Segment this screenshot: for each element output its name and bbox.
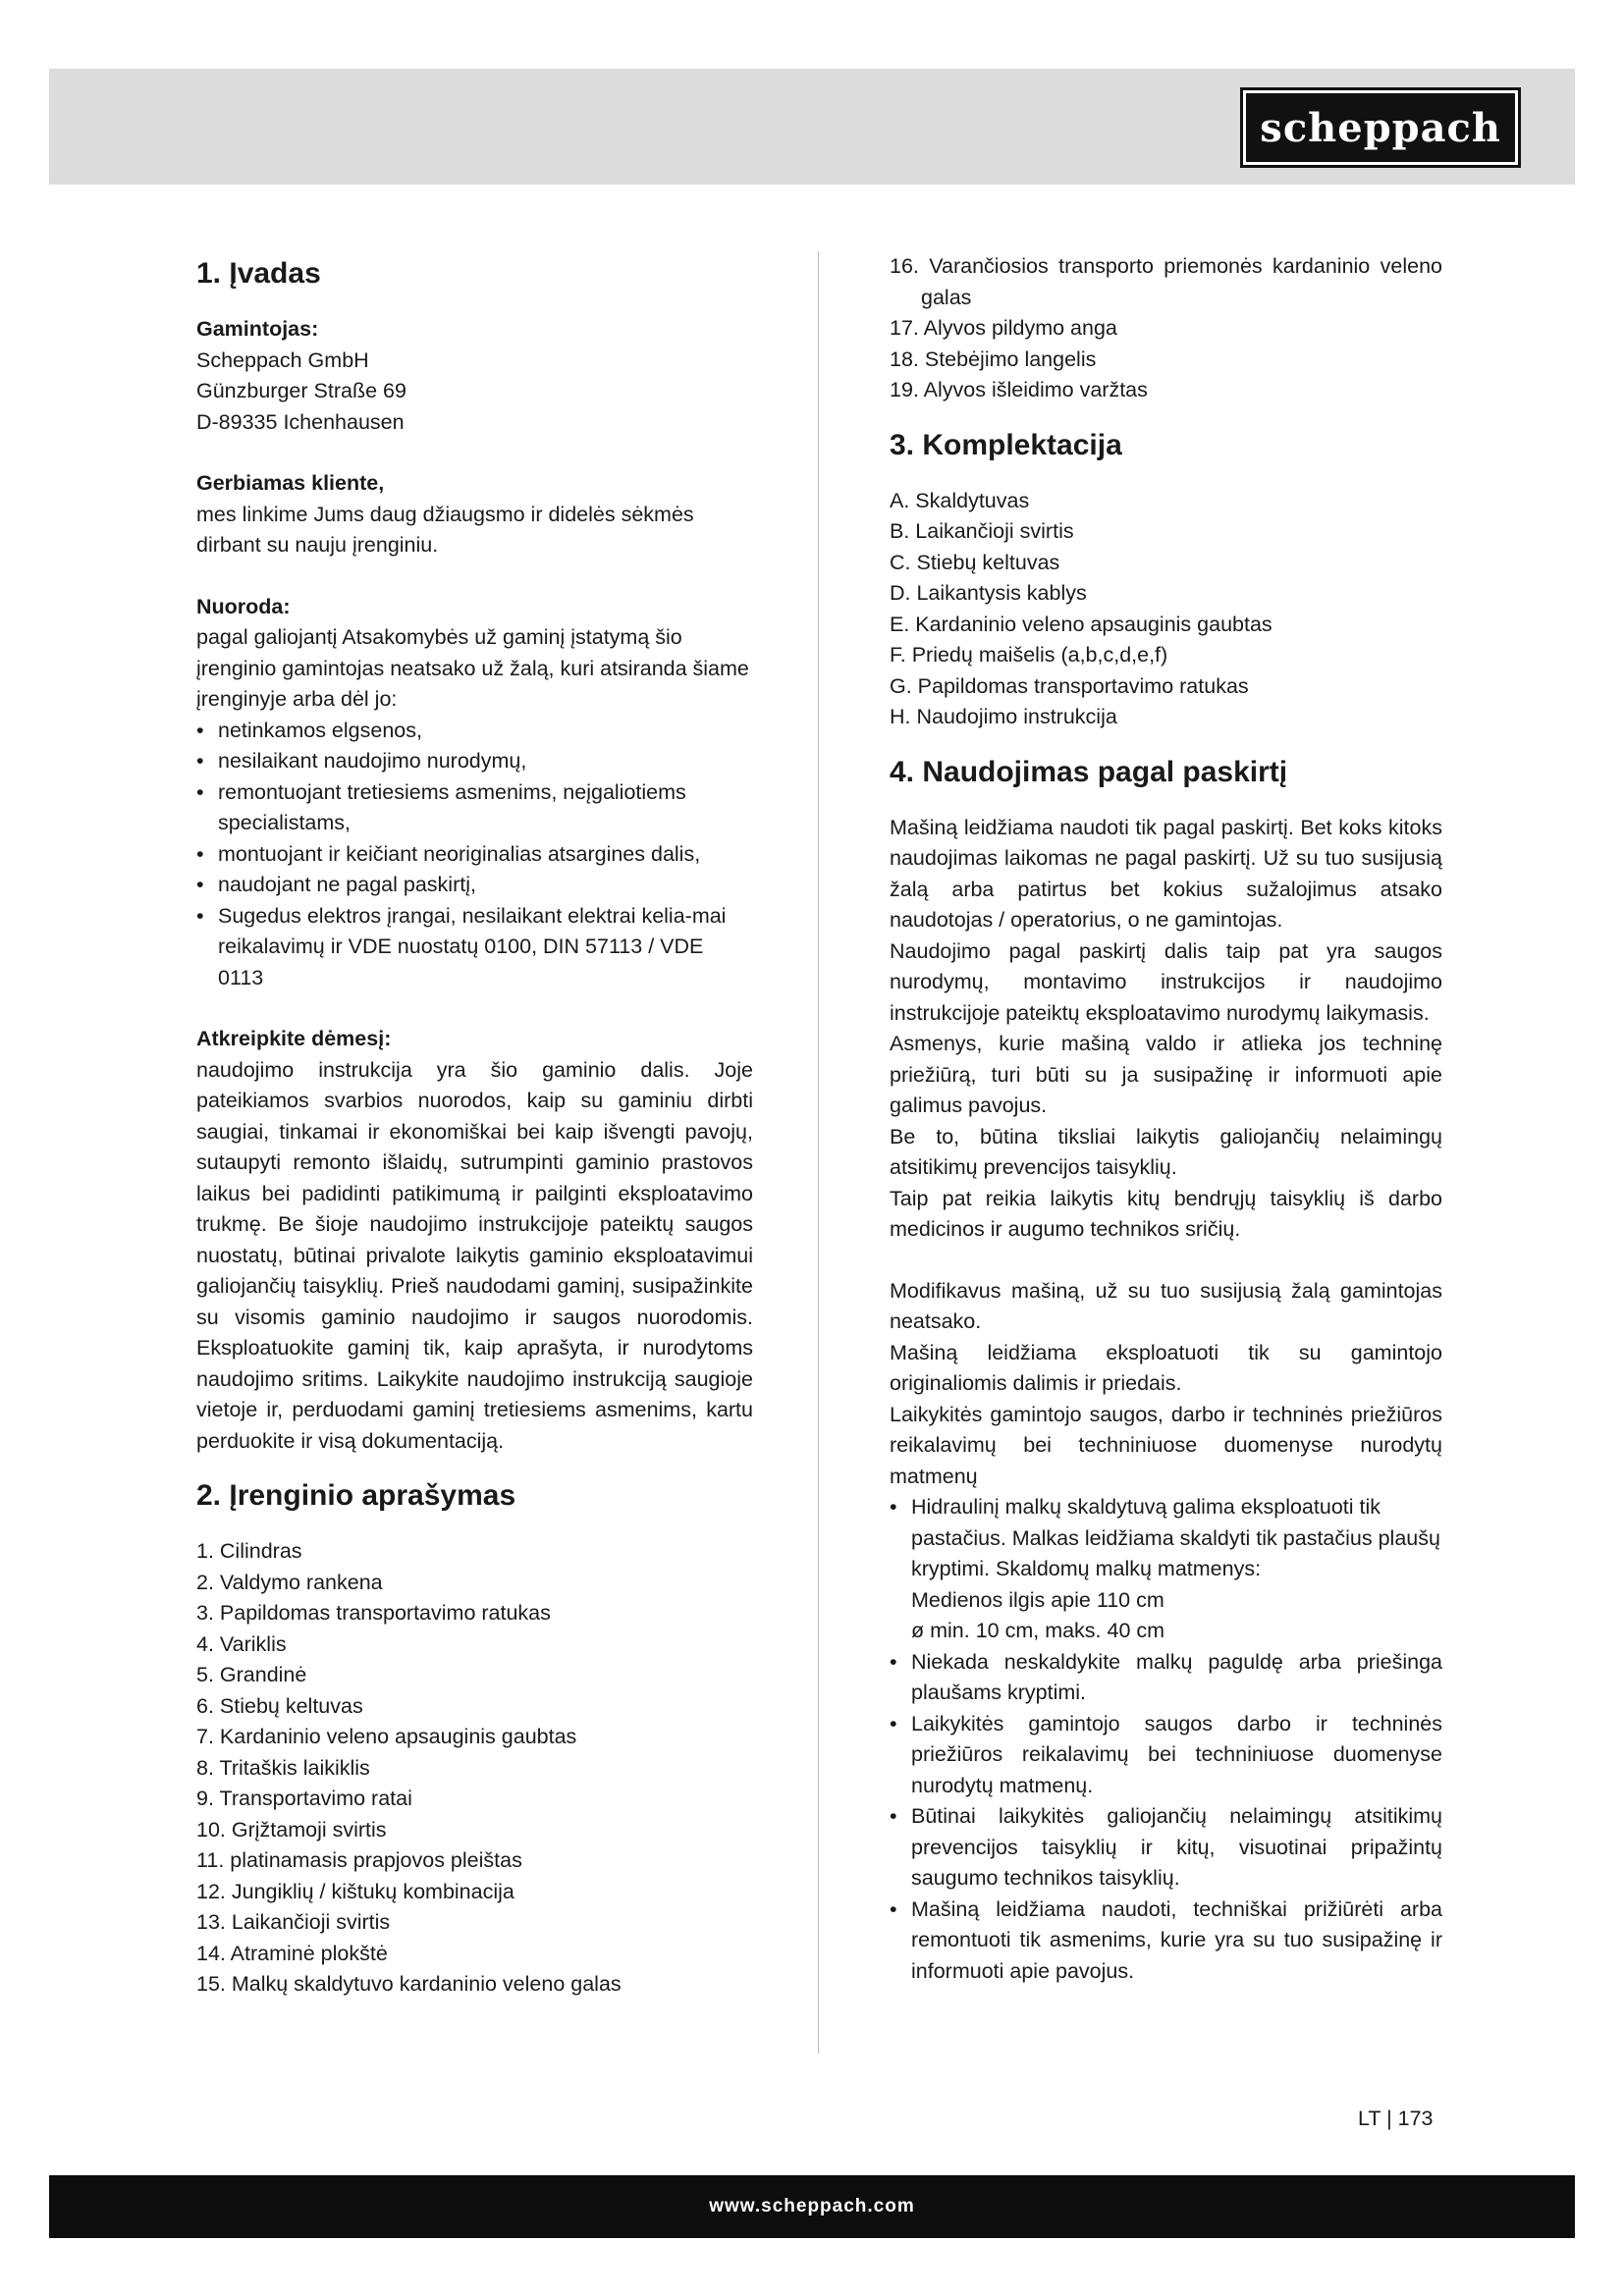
manufacturer-name: Scheppach GmbH bbox=[196, 347, 369, 372]
list-item: B. Laikančioji svirtis bbox=[890, 519, 1074, 543]
website-link[interactable]: www.scheppach.com bbox=[709, 2196, 915, 2216]
list-item: 1. Cilindras bbox=[196, 1539, 302, 1563]
paragraph: Be to, būtina tiksliai laikytis galiojančių nelaimingų atsitikimų prevencijos taisyklių. bbox=[890, 1124, 1442, 1179]
left-column bbox=[196, 251, 753, 2001]
footer-band bbox=[49, 2175, 1575, 2238]
note-label: Nuoroda: bbox=[196, 594, 291, 618]
list-item: • montuojant ir keičiant neoriginalias atsargines dalis, bbox=[196, 839, 753, 871]
column-divider bbox=[818, 251, 819, 2054]
list-item: 16. Varančiosios transporto priemonės kardaninio veleno galas bbox=[890, 254, 1442, 309]
dear-customer-text: mes linkime Jums daug džiaugsmo ir didelės sėkmės dirbant su nauju įrenginiu. bbox=[196, 502, 694, 557]
list-item: 6. Stiebų keltuvas bbox=[196, 1693, 363, 1718]
list-item: 8. Tritaškis laikiklis bbox=[196, 1755, 370, 1780]
intended-use-bullets bbox=[890, 1492, 1442, 1987]
right-column bbox=[890, 251, 1442, 1987]
manufacturer-city: D-89335 Ichenhausen bbox=[196, 409, 405, 434]
dear-customer-label: Gerbiamas kliente, bbox=[196, 471, 385, 495]
bullet-line: • Hidraulinį malkų skaldytuvą galima eksploatuoti tik pastačius. Malkas leidžiama skaldyti tik pastačius plaušų kryptimi. Skaldomų malkų matmenys: bbox=[911, 1495, 1440, 1580]
header-band bbox=[49, 69, 1575, 185]
bullet-line: Medienos ilgis apie 110 cm bbox=[911, 1587, 1164, 1612]
list-item: 17. Alyvos pildymo anga bbox=[890, 316, 1117, 340]
intended-use-text bbox=[890, 813, 1442, 1493]
list-item: • Laikykitės gamintojo saugos darbo ir techninės priežiūros reikalavimų bei techniniuose duomenyse nurodytų matmenų. bbox=[890, 1709, 1442, 1802]
paragraph: Naudojimo pagal paskirtį dalis taip pat yra saugos nurodymų, montavimo instrukcijos ir naudojimo instrukcijoje pateiktų eksploatavimo nurodymų laikymasis. bbox=[890, 938, 1442, 1025]
list-item: 18. Stebėjimo langelis bbox=[890, 347, 1097, 371]
list-item: F. Priedų maišelis (a,b,c,d,e,f) bbox=[890, 643, 1168, 667]
parts-list-continued bbox=[890, 251, 1442, 406]
list-item: • remontuojant tretiesiems asmenims, neįgaliotiems specialistams, bbox=[196, 777, 753, 839]
paragraph: Asmenys, kurie mašiną valdo ir atlieka jos techninę priežiūrą, turi būti su ja susipažinę ir informuoti apie galimus pavojus. bbox=[890, 1032, 1442, 1117]
list-item: • naudojant ne pagal paskirtį, bbox=[196, 870, 753, 901]
page-number: LT | 173 bbox=[1358, 2107, 1434, 2130]
paragraph: Modifikavus mašiną, už su tuo susijusią žalą gamintojas neatsako. bbox=[890, 1278, 1442, 1333]
note-text: pagal galiojantį Atsakomybės už gaminį įstatymą šio įrenginio gamintojas neatsako už žalą, kuri atsiranda šiame įrenginyje arba dėl jo: bbox=[196, 625, 749, 711]
list-item: 19. Alyvos išleidimo varžtas bbox=[890, 378, 1148, 401]
manufacturer-label: Gamintojas: bbox=[196, 317, 319, 341]
attention-text: naudojimo instrukcija yra šio gaminio dalis. Joje pateikiamos svarbios nuorodos, kaip su gaminiu dirbti saugiai, tinkamai ir ekonomiškai bei kaip išvengti pavojų, sutaupyti remonto išlaidų, sutrumpinti gaminio prastovos laikus bei padidinti patikimumą ir pailginti eksploatavimo trukmę. Be šioje naudojimo instrukcijoje pateiktų saugos nuostatų, būtinai privalote laikytis gaminio eksploatavimui galiojančių taisyklių. Prieš naudodami gaminį, susipažinkite su visomis gaminio naudojimo ir saugos nuorodomis. Eksploatuokite gaminį tik, kaip aprašyta, ir nurodytoms naudojimo sritims. Laikykite naudojimo instrukciją saugioje vietoje ir, perduodami gaminį tretiesiems asmenims, kartu perduokite ir visą dokumentaciją. bbox=[196, 1057, 753, 1453]
list-item: 2. Valdymo rankena bbox=[196, 1570, 383, 1594]
list-item: D. Laikantysis kablys bbox=[890, 581, 1087, 605]
paragraph: Mašiną leidžiama eksploatuoti tik su gamintojo originaliomis dalimis ir priedais. bbox=[890, 1340, 1442, 1395]
brand-logo: scheppach bbox=[1243, 90, 1518, 165]
section-3-title: 3. Komplektacija bbox=[890, 428, 1122, 461]
list-item: 13. Laikančioji svirtis bbox=[196, 1910, 391, 1934]
section-2-title: 2. Įrenginio aprašymas bbox=[196, 1479, 516, 1512]
list-item: • nesilaikant naudojimo nurodymų, bbox=[196, 746, 753, 777]
section-4-title: 4. Naudojimas pagal paskirtį bbox=[890, 755, 1288, 788]
list-item: A. Skaldytuvas bbox=[890, 488, 1030, 512]
list-item: 9. Transportavimo ratai bbox=[196, 1787, 412, 1810]
list-item: 7. Kardaninio veleno apsauginis gaubtas bbox=[196, 1725, 577, 1748]
list-item: 14. Atraminė plokštė bbox=[196, 1941, 388, 1965]
note-bullet-list bbox=[196, 716, 753, 994]
attention-label: Atkreipkite dėmesį: bbox=[196, 1027, 392, 1050]
list-item: E. Kardaninio veleno apsauginis gaubtas bbox=[890, 612, 1272, 636]
paragraph: Mašiną leidžiama naudoti tik pagal paskirtį. Bet koks kitoks naudojimas laikomas ne pagal paskirtį. Už su tuo susijusią žalą arba patirtus bet kokius sužalojimus atsako naudotojas / operatorius, o ne gamintojas. bbox=[890, 815, 1442, 932]
bullet-line: ø min. 10 cm, maks. 40 cm bbox=[911, 1619, 1165, 1642]
list-item: • Sugedus elektros įrangai, nesilaikant elektrai kelia-mai reikalavimų ir VDE nuostatų 0100, DIN 57113 / VDE 0113 bbox=[196, 901, 753, 994]
list-item: C. Stiebų keltuvas bbox=[890, 550, 1060, 574]
section-1-title: 1. Įvadas bbox=[196, 257, 321, 290]
list-item: 3. Papildomas transportavimo ratukas bbox=[196, 1601, 551, 1625]
list-item: H. Naudojimo instrukcija bbox=[890, 705, 1117, 728]
list-item: G. Papildomas transportavimo ratukas bbox=[890, 673, 1249, 698]
scope-of-delivery-list bbox=[890, 486, 1442, 733]
paragraph: Taip pat reikia laikytis kitų bendrųjų taisyklių iš darbo medicinos ir augumo technikos sričių. bbox=[890, 1186, 1442, 1241]
list-item: 5. Grandinė bbox=[196, 1663, 307, 1686]
list-item: 10. Grįžtamoji svirtis bbox=[196, 1817, 387, 1842]
list-item: 12. Jungiklių / kištukų kombinacija bbox=[196, 1879, 514, 1903]
list-item: • Būtinai laikykitės galiojančių nelaimingų atsitikimų prevencijos taisyklių ir kitų, visuotinai pripažintų saugumo technikos taisyklių. bbox=[890, 1801, 1442, 1895]
list-item: 15. Malkų skaldytuvo kardaninio veleno galas bbox=[196, 1972, 622, 1996]
list-item: 4. Variklis bbox=[196, 1631, 287, 1656]
list-item: • Niekada neskaldykite malkų paguldę arba priešinga plaušams kryptimi. bbox=[890, 1647, 1442, 1709]
manufacturer-street: Günzburger Straße 69 bbox=[196, 379, 406, 402]
list-item: • Mašiną leidžiama naudoti, techniškai prižiūrėti arba remontuoti tik asmenims, kurie yra su tuo susipažinę ir informuoti apie pavojus. bbox=[890, 1895, 1442, 1988]
list-item: • netinkamos elgsenos, bbox=[196, 716, 753, 747]
parts-list bbox=[196, 1536, 753, 2001]
paragraph: Laikykitės gamintojo saugos, darbo ir techninės priežiūros reikalavimų bei techniniuose duomenyse nurodytų matmenų bbox=[890, 1402, 1442, 1488]
list-item: 11. platinamasis prapjovos pleištas bbox=[196, 1848, 522, 1872]
list-item bbox=[890, 1492, 1442, 1647]
